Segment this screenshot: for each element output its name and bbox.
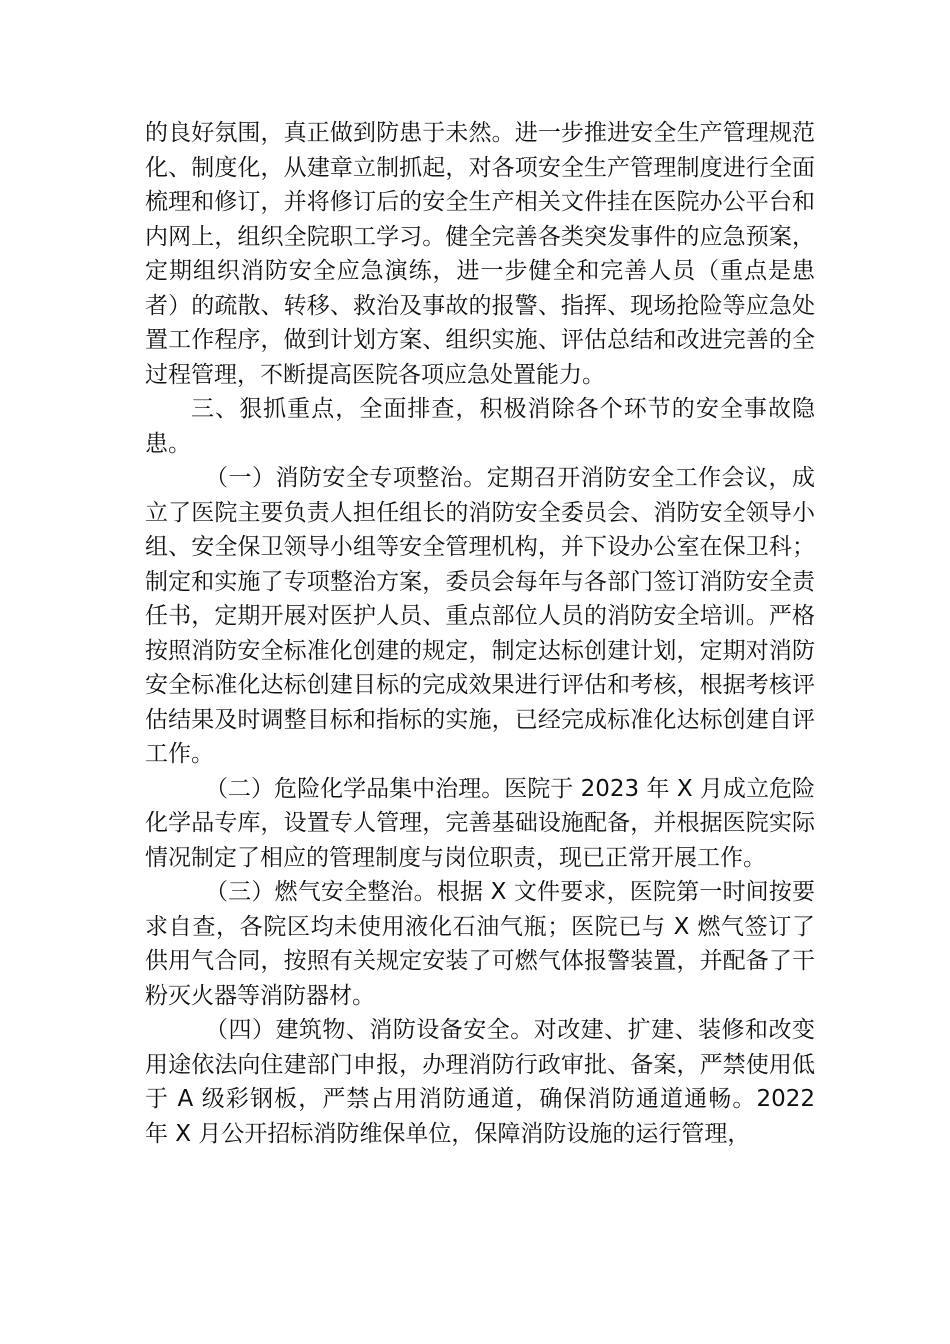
paragraph-continuation: 的良好氛围，真正做到防患于未然。进一步推进安全生产管理规范化、制度化，从建章立制抓起，对各项安全生产管理制度进行全面梳理和修订，并将修订后的安全生产相关文件挂在医院办公平台和内网上，组织全院职工学习。健全完善各类突发事件的应急预案，定期组织消防安全应急演练，进一步健全和完善人员（重点是患者）的疏散、转移、救治及事故的报警、指挥、现场抢险等应急处置工作程序，做到计划方案、组织实施、评估总结和改进完善的全过程管理，不断提高医院各项应急处置能力。	[145, 120, 815, 388]
document-page	[145, 116, 815, 1151]
section-heading-three: 三、狠抓重点，全面排查，积极消除各个环节的安全事故隐患。	[145, 396, 815, 457]
subsection-building-safety: （四）建筑物、消防设备安全。对改建、扩建、装修和改变用途依法向住建部门申报，办理消防行政审批、备案，严禁使用低于 A 级彩钢板，严禁占用消防通道，确保消防通道通畅。2022 年 X 月公开招标消防维保单位，保障消防设施的运行管理，	[145, 1017, 815, 1147]
subsection-hazardous-chemicals: （二）危险化学品集中治理。医院于 2023 年 X 月成立危险化学品专库，设置专人管理，完善基础设施配备，并根据医院实际情况制定了相应的管理制度与岗位职责，现已正常开展工作。	[145, 775, 815, 871]
subsection-gas-safety: （三）燃气安全整治。根据 X 文件要求，医院第一时间按要求自查，各院区均未使用液化石油气瓶；医院已与 X 燃气签订了供用气合同，按照有关规定安装了可燃气体报警装置，并配备了干粉灭火器等消防器材。	[145, 879, 815, 1009]
subsection-fire-safety: （一）消防安全专项整治。定期召开消防安全工作会议，成立了医院主要负责人担任组长的消防安全委员会、消防安全领导小组、安全保卫领导小组等安全管理机构，并下设办公室在保卫科；制定和实施了专项整治方案，委员会每年与各部门签订消防安全责任书，定期开展对医护人员、重点部位人员的消防安全培训。严格按照消防安全标准化创建的规定，制定达标创建计划，定期对消防安全标准化达标创建目标的完成效果进行评估和考核，根据考核评估结果及时调整目标和指标的实施，已经完成标准化达标创建自评工作。	[145, 465, 815, 767]
